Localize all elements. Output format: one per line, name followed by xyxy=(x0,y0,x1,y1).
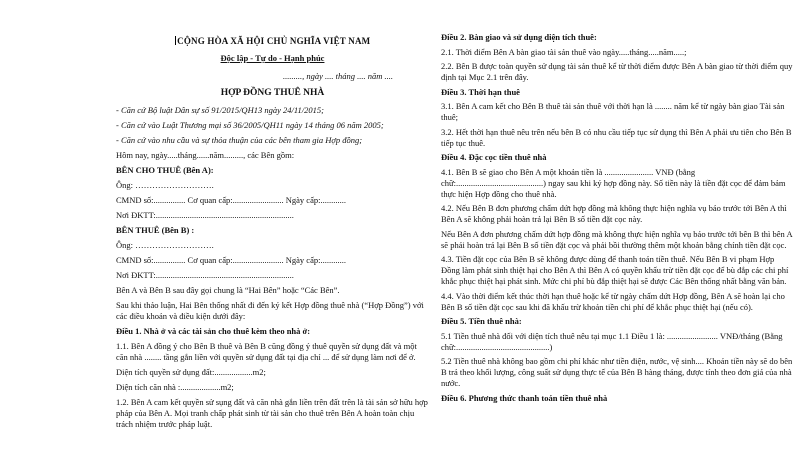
paragraph: 2.2. Bên B được toàn quyền sử dụng tài sản thuê kể từ thời điểm được Bên A bàn giao từ thời điểm quy định tại Mục 2.1 trên đây. xyxy=(441,61,793,82)
party-heading: BÊN CHO THUÊ (Bên A): xyxy=(116,165,214,175)
paragraph: CMND số:............... Cơ quan cấp:........................ Ngày cấp:............ xyxy=(116,255,346,265)
paragraph: 1.2. Bên A cam kết quyền sử sụng đất và căn nhà gắn liền trên đất trên là tài sản sở hữu hợp pháp của Bên A. Mọi tranh chấp phát sinh từ tài sản cho thuê trên Bên A hoàn toàn chịu trách nhiệm trước pháp luật. xyxy=(116,397,428,429)
paragraph: 1.1. Bên A đồng ý cho Bên B thuê và Bên B cũng đồng ý thuê quyền sử dụng đất và một căn nhà ........ tầng gắn liền với quyền sử dụng đất tại địa chỉ ... để sử dụng làm nơi để ở. xyxy=(116,341,417,362)
article-heading: Điều 5. Tiền thuê nhà: xyxy=(441,316,522,326)
paragraph: CMND số:............... Cơ quan cấp:........................ Ngày cấp:............ xyxy=(116,195,346,205)
recital-line: - Căn cứ vào nhu cầu và sự thỏa thuận của các bên tham gia Hợp đồng; xyxy=(116,135,363,145)
article-heading: Điều 1. Nhà ở và các tài sản cho thuê kèm theo nhà ở: xyxy=(116,326,311,336)
paragraph: Nếu Bên A đơn phương chấm dứt hợp đồng mà không thực hiện nghĩa vụ báo trước tới bên B thì bên A sẽ phải hoàn trả lại Bên B số tiền đặt cọc và phải bồi thường thêm một khoản bằng chính tiền đặt cọc. xyxy=(441,228,793,250)
recital-line: - Căn cứ vào Luật Thương mại số 36/2005/QH11 ngày 14 tháng 06 năm 2005; xyxy=(116,120,384,130)
party-heading: BÊN THUÊ (Bên B) : xyxy=(116,225,195,235)
paragraph: Ông: ………………………. xyxy=(116,240,214,250)
paragraph: 3.1. Bên A cam kết cho Bên B thuê tài sản thuê với thời hạn là ........ năm kể từ ngày bàn giao Tài sản thuê; xyxy=(441,101,785,122)
article-heading: Điều 6. Phương thức thanh toán tiền thuê nhà xyxy=(441,392,608,403)
paragraph: Diện tích quyền sử dụng đất:..................m2; xyxy=(116,367,266,377)
document-title: HỢP ĐỒNG THUÊ NHÀ xyxy=(220,88,325,98)
paragraph: 3.2. Hết thời hạn thuê nêu trên nếu bên B có nhu cầu tiếp tục sử dụng thì Bên A phải ưu tiên cho Bên B tiếp tục thuê. xyxy=(441,126,792,148)
right-column xyxy=(441,31,793,407)
paragraph: 2.1. Thời điểm Bên A bàn giao tài sản thuê vào ngày.....tháng.....năm.....; xyxy=(441,46,687,57)
paragraph: 4.3. Tiền đặt cọc của Bên B sẽ không được dùng để thanh toán tiền thuê. Nếu Bên B vi phạm Hợp Đồng làm phát sinh thiệt hại cho Bên A thì Bên A có quyền khấu trừ tiền đặt cọc để bù đắp các chi phí khắc phục thiệt hại phát sinh. Mức chi phí bù đắp thiệt hại sẽ được Các Bên thống nhất bằng văn bản. xyxy=(441,254,789,286)
paragraph: Bên A và Bên B sau đây gọi chung là “Hai Bên” hoặc “Các Bên”. xyxy=(116,285,340,295)
paragraph: 4.2. Nếu Bên B đơn phương chấm dứt hợp đồng mà không thực hiện nghĩa vụ báo trước tới Bên A thì Bên A sẽ không phải hoàn trả lại Bên B số tiền đặt cọc này. xyxy=(441,203,787,224)
paragraph: Nơi ĐKTT:................................................................. xyxy=(116,270,294,280)
paragraph: 5.2 Tiền thuê nhà không bao gồm chi phí khác như tiền điện, nước, vệ sinh.... Khoản tiền này sẽ do bên B trả theo khối lượng, công suất sử dụng thực tế của Bên B hàng tháng, được tính theo đơn giá của nhà nước. xyxy=(441,356,793,388)
paragraph: Hôm nay, ngày.....tháng......năm........., các Bên gồm: xyxy=(116,150,295,160)
paragraph: 4.1. Bên B sẽ giao cho Bên A một khoản tiền là ....................... VNĐ (bằng chữ:.........................................) ngay sau khi ký hợp đồng này. Số tiền này là tiền đặt cọc để đảm bảm thực hiện Hợp đồng cho thuê nhà. xyxy=(441,166,786,199)
paragraph: 4.4. Vào thời điểm kết thúc thời hạn thuê hoặc kể từ ngày chấm dứt Hợp đồng, Bên A sẽ hoàn lại cho Bên B số tiền đặt cọc sau khi đã khấu trừ khoản tiền chi phí để khắc phục thiệt hại (nếu có). xyxy=(441,290,785,312)
text-cursor xyxy=(175,36,177,45)
paragraph: Sau khi thảo luận, Hai Bên thống nhất đi đến ký kết Hợp đồng thuê nhà (“Hợp Đồng”) với các điều khoản và điều kiện dưới đây: xyxy=(116,300,424,321)
paragraph: Diện tích căn nhà :...................m2; xyxy=(116,382,234,392)
recital-line: - Căn cứ Bộ luật Dân sự số 91/2015/QH13 ngày 24/11/2015; xyxy=(116,105,324,115)
paragraph: 5.1 Tiền thuê nhà đối với diện tích thuê nêu tại mục 1.1 Điều 1 là: ........................ VNĐ/tháng (Bằng chữ:............................................) xyxy=(441,330,783,352)
article-heading: Điều 3. Thời hạn thuê xyxy=(441,86,520,97)
article-heading: Điều 4. Đặc cọc tiền thuê nhà xyxy=(441,152,547,162)
date-line: ........., ngày .... tháng .... năm .... xyxy=(282,71,393,81)
left-column xyxy=(116,36,429,434)
paragraph: Nơi ĐKTT:................................................................. xyxy=(116,210,294,220)
paragraph: Ông: ………………………. xyxy=(116,180,214,190)
motto: Độc lập - Tự do - Hạnh phúc xyxy=(220,53,325,63)
national-title: CỘNG HÒA XÃ HỘI CHỦ NGHĨA VIỆT NAM xyxy=(116,36,429,47)
article-heading: Điều 2. Bàn giao và sử dụng diện tích thuê: xyxy=(441,32,597,42)
